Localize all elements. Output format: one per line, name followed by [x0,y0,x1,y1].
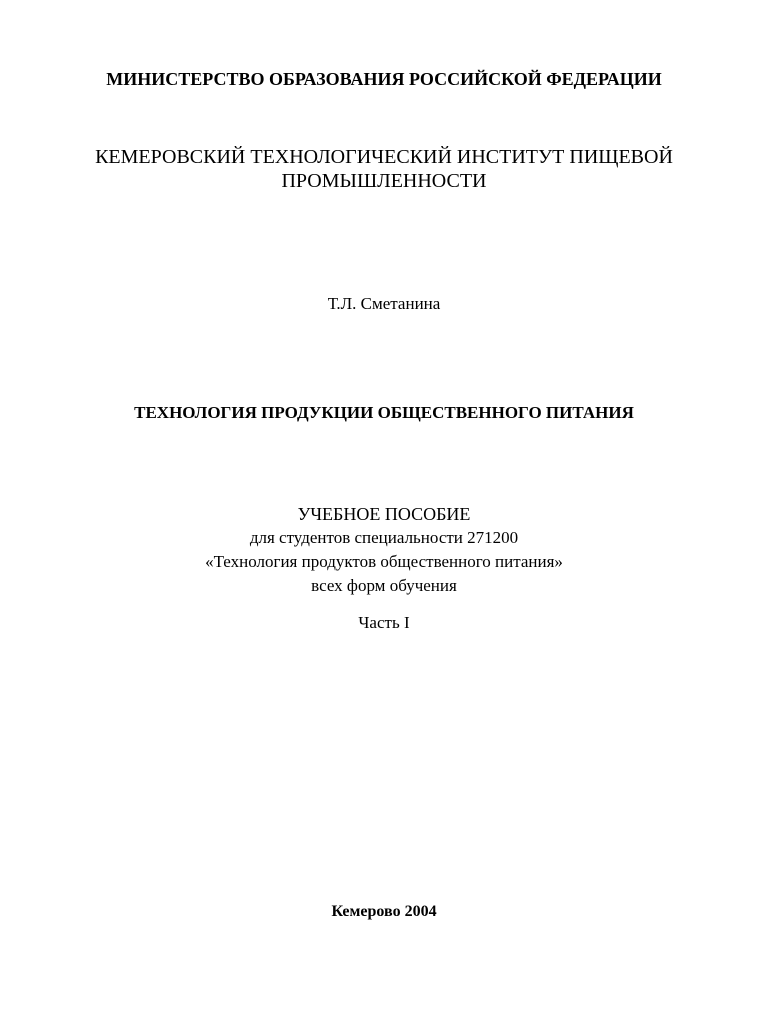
institute-line-1: КЕМЕРОВСКИЙ ТЕХНОЛОГИЧЕСКИЙ ИНСТИТУТ ПИЩЕВОЙ [95,146,673,168]
ministry-heading: МИНИСТЕРСТВО ОБРАЗОВАНИЯ РОССИЙСКОЙ ФЕДЕРАЦИИ [106,69,662,89]
study-forms: всех форм обучения [311,576,457,595]
subtitle-block [0,502,768,598]
author-name: Т.Л. Сметанина [327,294,441,313]
specialty-name: «Технология продуктов общественного питания» [205,552,563,571]
document-type: УЧЕБНОЕ ПОСОБИЕ [297,504,471,524]
institute-heading [0,145,768,193]
city-year: Кемерово 2004 [331,903,437,920]
institute-line-2: ПРОМЫШЛЕННОСТИ [281,170,487,192]
part-number: Часть I [358,613,410,632]
target-students: для студентов специальности 271200 [249,528,519,547]
document-title: ТЕХНОЛОГИЯ ПРОДУКЦИИ ОБЩЕСТВЕННОГО ПИТАНИЯ [134,403,634,422]
